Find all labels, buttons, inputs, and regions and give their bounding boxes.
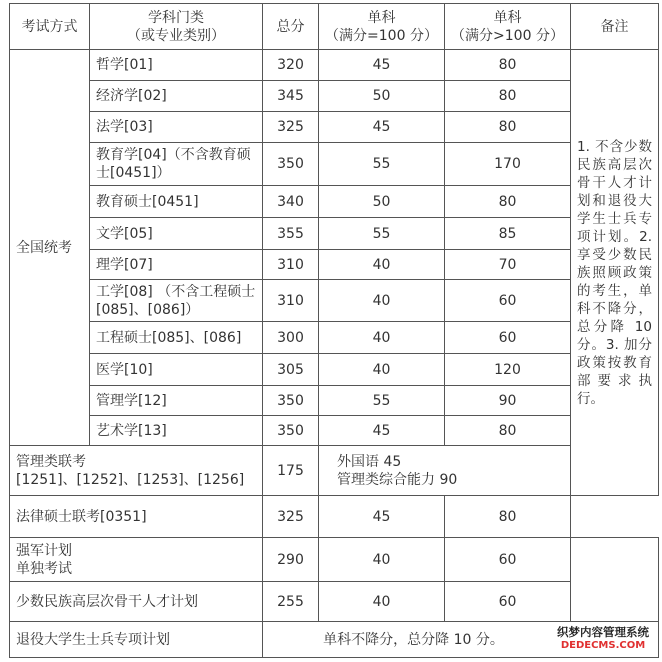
category-cell: 工学[08] （不含工程硕士[085]、[086]） xyxy=(90,280,263,322)
management-label-line1: 管理类联考 xyxy=(16,453,86,470)
header-single-over-100-line1: 单科 xyxy=(493,9,522,26)
single-100-cell: 45 xyxy=(319,112,445,143)
management-total: 175 xyxy=(263,446,319,496)
category-cell: 工程硕士[085]、[086] xyxy=(90,322,263,354)
minority-label: 少数民族高层次骨干人才计划 xyxy=(10,582,263,622)
single-over-100-cell: 170 xyxy=(445,143,571,186)
single-over-100-cell: 80 xyxy=(445,81,571,112)
remarks-empty-cell xyxy=(571,538,659,622)
single-100-cell: 40 xyxy=(319,322,445,354)
law-single-100: 45 xyxy=(319,496,445,538)
management-label xyxy=(10,446,263,496)
single-100-cell: 40 xyxy=(319,280,445,322)
single-100-cell: 45 xyxy=(319,50,445,81)
header-category xyxy=(90,4,263,50)
table-row xyxy=(10,186,659,218)
total-cell: 340 xyxy=(263,186,319,218)
total-cell: 355 xyxy=(263,218,319,250)
single-100-cell: 50 xyxy=(319,186,445,218)
header-single-100 xyxy=(319,4,445,50)
header-row xyxy=(10,4,659,50)
watermark xyxy=(548,624,658,651)
management-line2: 管理类综合能力 90 xyxy=(337,471,458,488)
total-cell: 305 xyxy=(263,354,319,386)
total-cell: 350 xyxy=(263,143,319,186)
header-category-line2: （或专业类别） xyxy=(127,27,225,44)
army-single-over-100: 60 xyxy=(445,538,571,582)
category-cell: 文学[05] xyxy=(90,218,263,250)
table-row xyxy=(10,218,659,250)
header-single-over-100 xyxy=(445,4,571,50)
single-100-cell: 40 xyxy=(319,250,445,280)
single-over-100-cell: 80 xyxy=(445,50,571,81)
category-cell: 经济学[02] xyxy=(90,81,263,112)
single-over-100-cell: 60 xyxy=(445,280,571,322)
table-row xyxy=(10,250,659,280)
single-over-100-cell: 80 xyxy=(445,186,571,218)
total-cell: 310 xyxy=(263,250,319,280)
header-single-100-line1: 单科 xyxy=(367,9,396,26)
header-single-100-line2: （满分=100 分） xyxy=(325,27,438,44)
single-100-cell: 55 xyxy=(319,218,445,250)
single-over-100-cell: 85 xyxy=(445,218,571,250)
table-row xyxy=(10,50,659,81)
remarks-cell: 1. 不含少数民族高层次骨干人才计划和退役大学生士兵专项计划。2. 享受少数民族照顾政策的考生，单科不降分，总分降 10分。3. 加分政策按教育部要求执行。 xyxy=(571,50,659,496)
veteran-note: 单科不降分，总分降 10 分。 xyxy=(263,622,659,658)
total-cell: 350 xyxy=(263,416,319,446)
single-100-cell: 40 xyxy=(319,354,445,386)
unified-exam-label: 全国统考 xyxy=(10,50,90,446)
single-over-100-cell: 80 xyxy=(445,416,571,446)
score-table xyxy=(9,3,659,658)
total-cell: 310 xyxy=(263,280,319,322)
total-cell: 350 xyxy=(263,386,319,416)
army-single-100: 40 xyxy=(319,538,445,582)
single-over-100-cell: 60 xyxy=(445,322,571,354)
header-total: 总分 xyxy=(263,4,319,50)
category-cell: 教育学[04]（不含教育硕士[0451]） xyxy=(90,143,263,186)
category-cell: 管理学[12] xyxy=(90,386,263,416)
category-cell: 艺术学[13] xyxy=(90,416,263,446)
table-row xyxy=(10,322,659,354)
table-row xyxy=(10,386,659,416)
table-row xyxy=(10,112,659,143)
category-cell: 教育硕士[0451] xyxy=(90,186,263,218)
category-cell: 法学[03] xyxy=(90,112,263,143)
management-single-scores xyxy=(319,446,571,496)
table-row xyxy=(10,81,659,112)
table-row-minority xyxy=(10,582,659,622)
law-single-over-100: 80 xyxy=(445,496,571,538)
table-row xyxy=(10,143,659,186)
single-100-cell: 55 xyxy=(319,143,445,186)
army-label-line1: 强军计划 xyxy=(16,542,72,559)
single-100-cell: 55 xyxy=(319,386,445,416)
category-cell: 医学[10] xyxy=(90,354,263,386)
table-row xyxy=(10,354,659,386)
law-total: 325 xyxy=(263,496,319,538)
total-cell: 325 xyxy=(263,112,319,143)
army-total: 290 xyxy=(263,538,319,582)
category-cell: 哲学[01] xyxy=(90,50,263,81)
army-label xyxy=(10,538,263,582)
army-label-line2: 单独考试 xyxy=(16,560,72,577)
category-cell: 理学[07] xyxy=(90,250,263,280)
total-cell: 320 xyxy=(263,50,319,81)
table-row-army xyxy=(10,538,659,582)
minority-single-over-100: 60 xyxy=(445,582,571,622)
single-over-100-cell: 90 xyxy=(445,386,571,416)
header-exam-method: 考试方式 xyxy=(10,4,90,50)
minority-single-100: 40 xyxy=(319,582,445,622)
minority-total: 255 xyxy=(263,582,319,622)
watermark-title: 织梦内容管理系统 xyxy=(557,625,649,639)
watermark-url: DEDECMS.COM xyxy=(560,640,646,651)
law-label: 法律硕士联考[0351] xyxy=(10,496,263,538)
single-over-100-cell: 80 xyxy=(445,112,571,143)
total-cell: 345 xyxy=(263,81,319,112)
single-100-cell: 45 xyxy=(319,416,445,446)
table-row xyxy=(10,416,659,446)
veteran-label: 退役大学生士兵专项计划 xyxy=(10,622,263,658)
management-line1: 外国语 45 xyxy=(337,453,402,470)
header-single-over-100-line2: （满分>100 分） xyxy=(451,27,564,44)
management-label-line2: [1251]、[1252]、[1253]、[1256] xyxy=(16,471,245,488)
single-over-100-cell: 120 xyxy=(445,354,571,386)
table-row-management xyxy=(10,446,659,496)
table-row-law xyxy=(10,496,659,538)
single-100-cell: 50 xyxy=(319,81,445,112)
header-category-line1: 学科门类 xyxy=(148,9,204,26)
total-cell: 300 xyxy=(263,322,319,354)
single-over-100-cell: 70 xyxy=(445,250,571,280)
table-row xyxy=(10,280,659,322)
header-remarks: 备注 xyxy=(571,4,659,50)
